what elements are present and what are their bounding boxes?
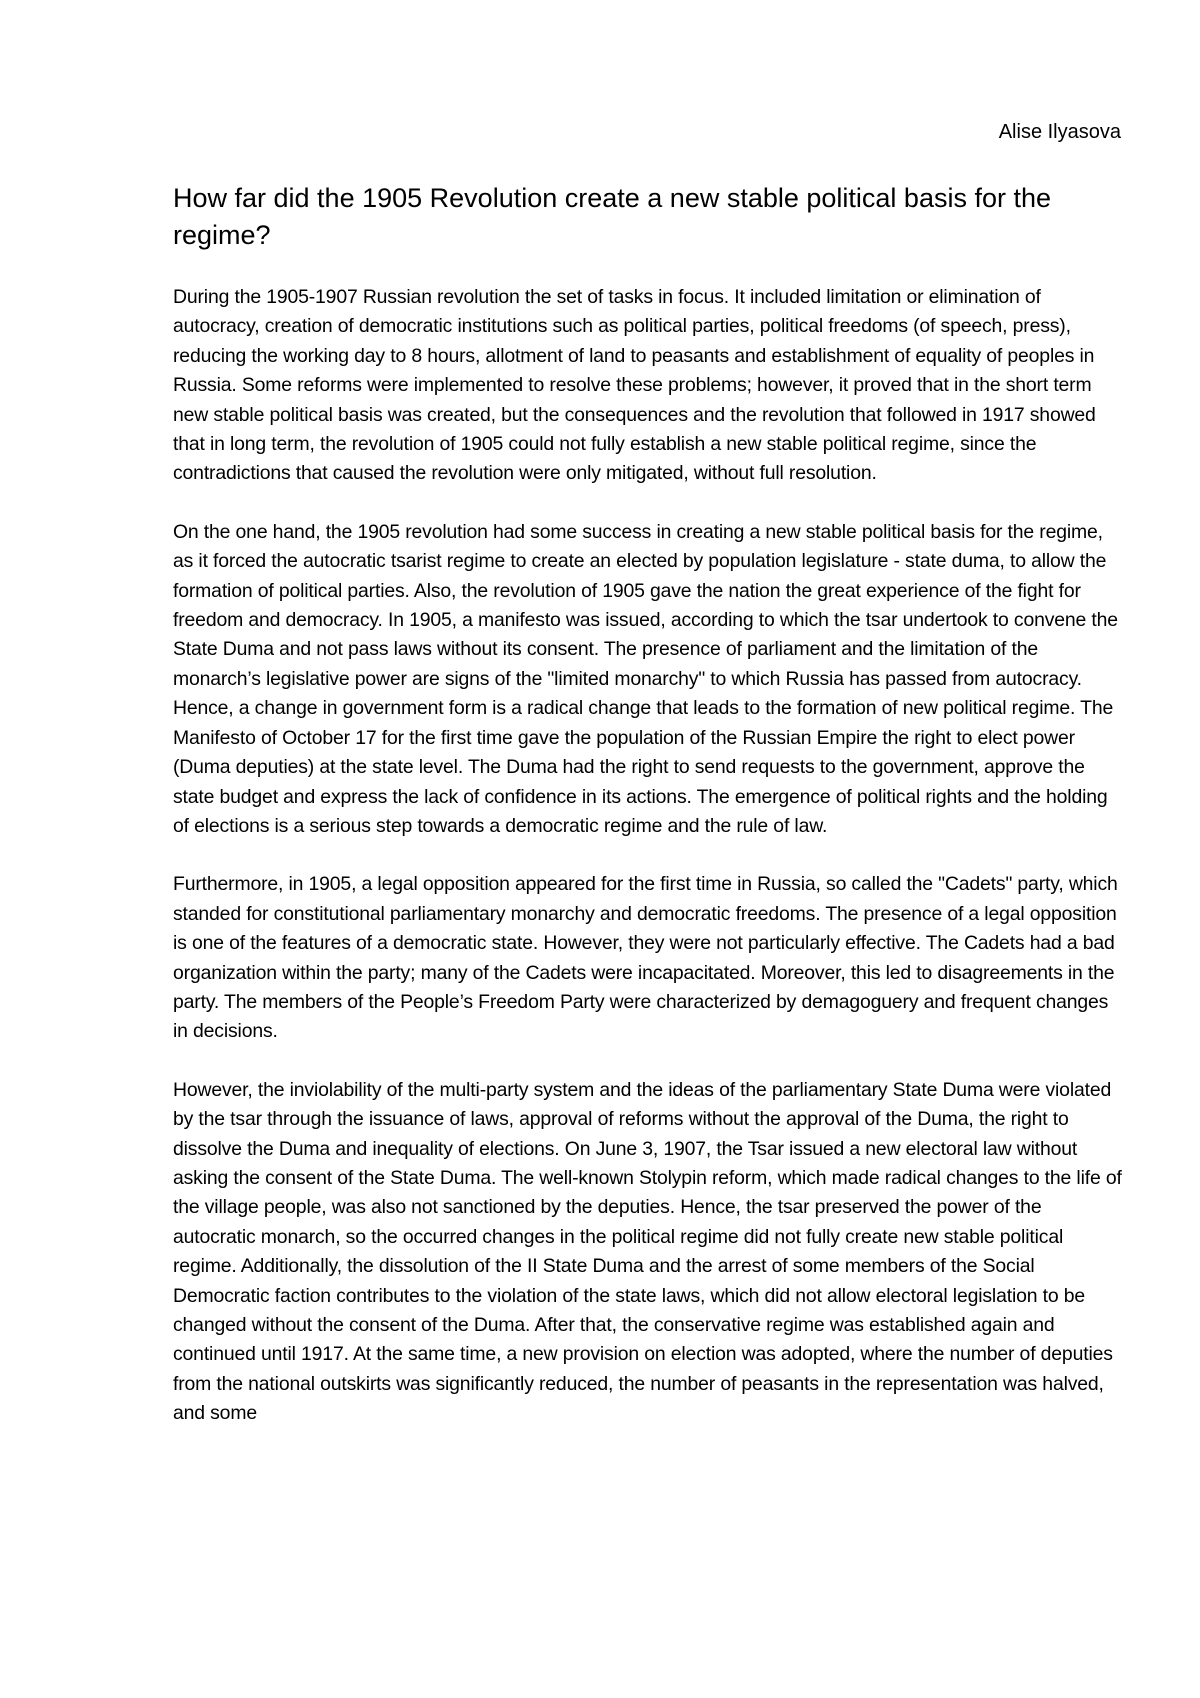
paragraph: During the 1905-1907 Russian revolution the set of tasks in focus. It included limitation or elimination of autocracy, creation of democratic institutions such as political parties, political freedoms (of speech, press), reducing the working day to 8 hours, allotment of land to peasants and establishment of equality of peoples in Russia. Some reforms were implemented to resolve these problems; however, it proved that in the short term new stable political basis was created, but the consequences and the revolution that followed in 1917 showed that in long term, the revolution of 1905 could not fully establish a new stable political regime, since the contradictions that caused the revolution were only mitigated, without full resolution. [173, 286, 1096, 485]
essay-body [173, 283, 1128, 1458]
author-name: Alise Ilyasova [998, 121, 1121, 143]
essay-title: How far did the 1905 Revolution create a new stable political basis for the regime? [173, 183, 1052, 250]
paragraph: On the one hand, the 1905 revolution had some success in creating a new stable political basis for the regime, as it forced the autocratic tsarist regime to create an elected by population legislature - state duma, to allow the formation of political parties. Also, the revolution of 1905 gave the nation the great experience of the fight for freedom and democracy. In 1905, a manifesto was issued, according to which the tsar undertook to convene the State Duma and not pass laws without its consent. The presence of parliament and the limitation of the monarch’s legislative power are signs of the "limited monarchy" to which Russia has passed from autocracy. Hence, a change in government form is a radical change that leads to the formation of new political regime. The Manifesto of October 17 for the first time gave the population of the Russian Empire the right to elect power (Duma deputies) at the state level. The Duma had the right to send requests to the government, approve the state budget and express the lack of confidence in its actions. The emergence of political rights and the holding of elections is a serious step towards a democratic regime and the rule of law. [173, 520, 1118, 837]
paragraph: Furthermore, in 1905, a legal opposition appeared for the first time in Russia, so called the "Cadets" party, which standed for constitutional parliamentary monarchy and democratic freedoms. The presence of a legal opposition is one of the features of a democratic state. However, they were not particularly effective. The Cadets had a bad organization within the party; many of the Cadets were incapacitated. Moreover, this led to disagreements in the party. The members of the People’s Freedom Party were characterized by demagoguery and frequent changes in decisions. [173, 873, 1118, 1043]
paragraph: However, the inviolability of the multi-party system and the ideas of the parliamentary State Duma were violated by the tsar through the issuance of laws, approval of reforms without the approval of the Duma, the right to dissolve the Duma and inequality of elections. On June 3, 1907, the Tsar issued a new electoral law without asking the consent of the State Duma. The well-known Stolypin reform, which made radical changes to the life of the village people, was also not sanctioned by the deputies. Hence, the tsar preserved the power of the autocratic monarch, so the occurred changes in the political regime did not fully create new stable political regime. Additionally, the dissolution of the II State Duma and the arrest of some members of the Social Democratic faction contributes to the violation of the state laws, which did not allow electoral legislation to be changed without the consent of the Duma. After that, the conservative regime was established again and continued until 1917. At the same time, a new provision on election was adopted, where the number of deputies from the national outskirts was significantly reduced, the number of peasants in the representation was halved, and some [173, 1078, 1122, 1425]
